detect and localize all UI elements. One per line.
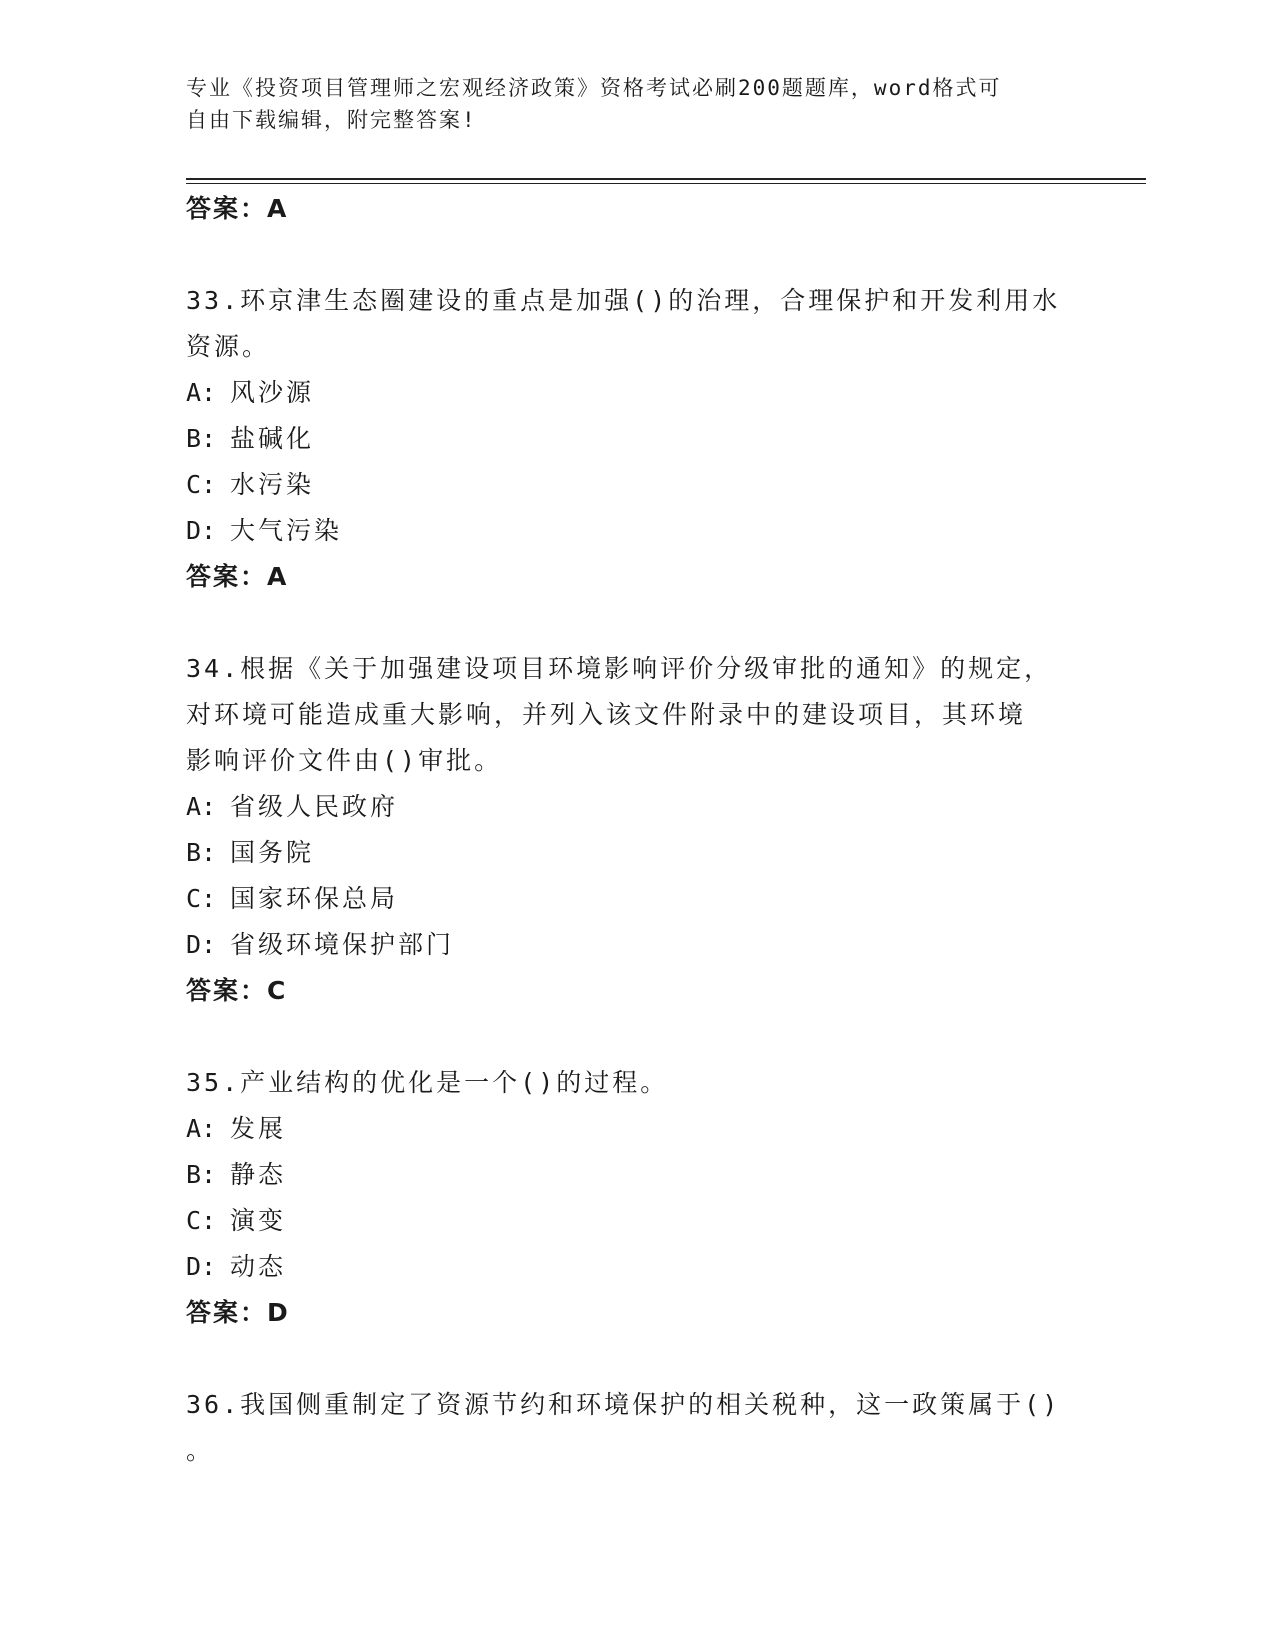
- option-label: B:: [186, 1160, 217, 1189]
- header-rule-thick: [186, 178, 1146, 180]
- option-text: 静态: [230, 1160, 287, 1189]
- option-text: 发展: [230, 1114, 287, 1143]
- question-text-line: 33.环京津生态圈建设的重点是加强()的治理，合理保护和开发利用水: [186, 286, 1061, 315]
- header-rule-thin: [186, 183, 1146, 184]
- answer: 答案：D: [186, 1298, 290, 1327]
- option-text: 演变: [230, 1206, 287, 1235]
- option-text: 盐碱化: [230, 424, 315, 453]
- header-line-1: 专业《投资项目管理师之宏观经济政策》资格考试必刷200题题库，word格式可: [186, 76, 1002, 100]
- option-label: D:: [186, 1252, 217, 1281]
- option-a: [186, 370, 1086, 416]
- answer: 答案：C: [186, 976, 288, 1005]
- option-text: 大气污染: [230, 516, 343, 545]
- option-c: [186, 876, 1086, 922]
- question-list: [186, 186, 1086, 1474]
- option-c: [186, 1198, 1086, 1244]
- question-33: [186, 278, 1086, 600]
- spacer: [186, 1336, 1086, 1382]
- spacer: [186, 600, 1086, 646]
- option-label: B:: [186, 424, 217, 453]
- option-label: C:: [186, 1206, 217, 1235]
- question-text-line: 35.产业结构的优化是一个()的过程。: [186, 1068, 669, 1097]
- question-text-line: 34.根据《关于加强建设项目环境影响评价分级审批的通知》的规定，: [186, 654, 1053, 683]
- document-header: [186, 72, 1086, 136]
- question-text-line: 对环境可能造成重大影响，并列入该文件附录中的建设项目，其环境: [186, 700, 1027, 729]
- option-text: 省级人民政府: [230, 792, 399, 821]
- spacer: [186, 232, 1086, 278]
- question-text-line: 36.我国侧重制定了资源节约和环境保护的相关税种，这一政策属于(): [186, 1390, 1061, 1419]
- previous-answer: 答案：A: [186, 194, 289, 223]
- option-label: A:: [186, 1114, 217, 1143]
- option-a: [186, 784, 1086, 830]
- spacer: [186, 1014, 1086, 1060]
- option-label: B:: [186, 838, 217, 867]
- question-text-line: 资源。: [186, 332, 271, 361]
- option-a: [186, 1106, 1086, 1152]
- question-text-line: 影响评价文件由()审批。: [186, 746, 503, 775]
- option-label: C:: [186, 470, 217, 499]
- option-d: [186, 508, 1086, 554]
- question-36: [186, 1382, 1086, 1474]
- option-label: C:: [186, 884, 217, 913]
- option-text: 水污染: [230, 470, 315, 499]
- option-text: 国家环保总局: [230, 884, 399, 913]
- option-label: D:: [186, 516, 217, 545]
- option-text: 动态: [230, 1252, 287, 1281]
- option-b: [186, 830, 1086, 876]
- option-d: [186, 922, 1086, 968]
- option-text: 风沙源: [230, 378, 315, 407]
- option-text: 省级环境保护部门: [230, 930, 455, 959]
- question-34: [186, 646, 1086, 1014]
- option-d: [186, 1244, 1086, 1290]
- header-line-2: 自由下载编辑，附完整答案!: [186, 108, 477, 132]
- option-c: [186, 462, 1086, 508]
- option-text: 国务院: [230, 838, 315, 867]
- option-b: [186, 416, 1086, 462]
- option-label: A:: [186, 792, 217, 821]
- question-35: [186, 1060, 1086, 1336]
- question-text-line: 。: [186, 1436, 215, 1465]
- answer: 答案：A: [186, 562, 289, 591]
- option-label: D:: [186, 930, 217, 959]
- option-b: [186, 1152, 1086, 1198]
- option-label: A:: [186, 378, 217, 407]
